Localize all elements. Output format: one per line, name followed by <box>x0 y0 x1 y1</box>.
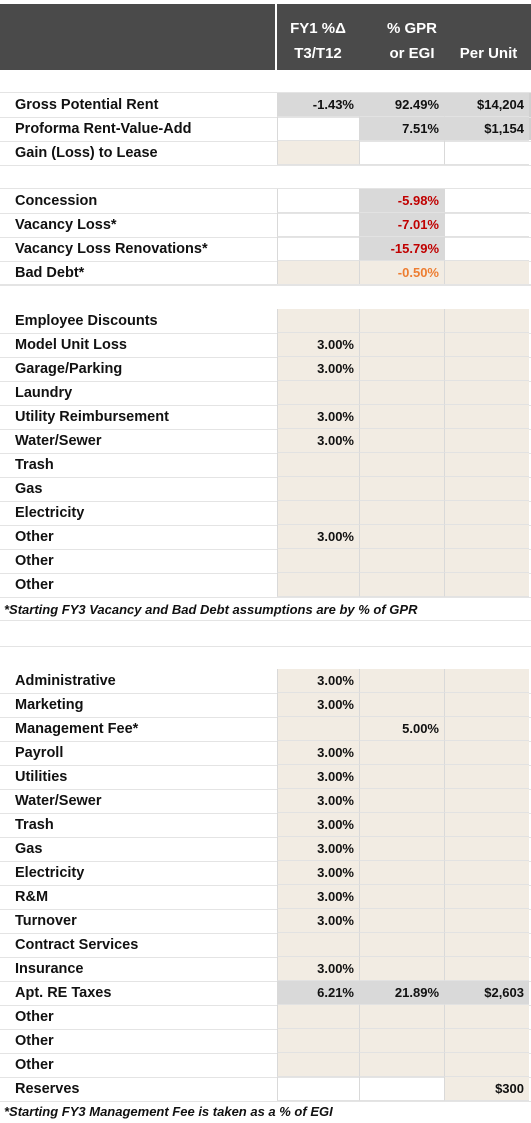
cell-c2[interactable]: 5.00% <box>359 717 444 741</box>
cell-c1[interactable] <box>277 1053 359 1077</box>
cell-c2[interactable] <box>359 669 444 693</box>
cell-c2: 7.51% <box>359 117 444 141</box>
cell-c2[interactable] <box>359 789 444 813</box>
header-fy1-line1: FY1 %Δ <box>290 20 346 37</box>
cell-c3[interactable] <box>444 1053 529 1077</box>
cell-c1[interactable] <box>277 933 359 957</box>
table-row-water-sewer <box>0 429 531 453</box>
cell-c3[interactable] <box>444 933 529 957</box>
cell-c1 <box>277 117 359 141</box>
row-divider <box>0 646 531 647</box>
table-row-other <box>0 573 531 597</box>
cell-c3[interactable] <box>444 957 529 981</box>
cell-c3[interactable] <box>444 693 529 717</box>
row-label: Proforma Rent-Value-Add <box>15 121 192 137</box>
cell-c3[interactable] <box>444 429 529 453</box>
cell-c1[interactable]: 3.00% <box>277 357 359 381</box>
row-label: Payroll <box>15 745 64 761</box>
cell-c1[interactable] <box>277 1005 359 1029</box>
row-label: Other <box>15 529 54 545</box>
table-row-laundry <box>0 381 531 405</box>
cell-c2: -15.79% <box>359 237 444 261</box>
cell-c1[interactable] <box>277 549 359 573</box>
row-label: Other <box>15 1009 54 1025</box>
cell-c2: -7.01% <box>359 213 444 237</box>
cell-c2[interactable] <box>359 1029 444 1053</box>
cell-c1[interactable] <box>277 477 359 501</box>
cell-c2[interactable] <box>359 861 444 885</box>
cell-c3[interactable] <box>444 573 529 597</box>
cell-c2[interactable] <box>359 405 444 429</box>
row-label: Other <box>15 1057 54 1073</box>
row-label: Gas <box>15 481 43 497</box>
cell-c3[interactable] <box>444 333 529 357</box>
cell-c2[interactable] <box>359 1005 444 1029</box>
cell-c3[interactable] <box>444 741 529 765</box>
cell-c3 <box>444 141 529 165</box>
row-label: R&M <box>15 889 49 905</box>
cell-c3: $14,204 <box>444 93 529 117</box>
table-row-gain-loss-to-lease <box>0 141 531 165</box>
cell-c2[interactable] <box>359 453 444 477</box>
row-divider <box>0 165 531 166</box>
cell-c3[interactable] <box>444 477 529 501</box>
cell-c3[interactable] <box>444 261 529 285</box>
cell-c2[interactable] <box>359 525 444 549</box>
table-row-turnover <box>0 909 531 933</box>
table-row-garage-parking <box>0 357 531 381</box>
table-row-insurance <box>0 957 531 981</box>
table-row-other <box>0 549 531 573</box>
cell-c1[interactable]: 3.00% <box>277 861 359 885</box>
footnote-management-fee: *Starting FY3 Management Fee is taken as a % of EGI <box>4 1104 333 1119</box>
cell-c1[interactable]: 3.00% <box>277 333 359 357</box>
table-row-other <box>0 1029 531 1053</box>
cell-c2[interactable] <box>359 957 444 981</box>
row-divider <box>0 285 531 286</box>
row-label: Reserves <box>15 1081 80 1097</box>
cell-c1[interactable] <box>277 573 359 597</box>
cell-c2 <box>359 141 444 165</box>
table-header <box>0 0 531 70</box>
cell-c3[interactable] <box>444 789 529 813</box>
row-label: Gain (Loss) to Lease <box>15 145 158 161</box>
row-label: Marketing <box>15 697 84 713</box>
table-row-marketing <box>0 693 531 717</box>
table-row-electricity <box>0 861 531 885</box>
cell-c2[interactable] <box>359 765 444 789</box>
cell-c2[interactable] <box>359 309 444 333</box>
row-label: Other <box>15 553 54 569</box>
cell-c3[interactable] <box>444 885 529 909</box>
row-label: Administrative <box>15 673 116 689</box>
cell-c2[interactable] <box>359 933 444 957</box>
cell-c1[interactable]: 3.00% <box>277 669 359 693</box>
row-label: Water/Sewer <box>15 793 102 809</box>
row-divider <box>0 597 531 598</box>
header-fy1-change <box>277 18 359 65</box>
table-row-reserves <box>0 1077 531 1101</box>
row-label: Turnover <box>15 913 77 929</box>
cell-c2[interactable] <box>359 741 444 765</box>
row-label: Vacancy Loss Renovations* <box>15 241 208 257</box>
cell-c1[interactable]: 3.00% <box>277 741 359 765</box>
cell-c1[interactable]: 3.00% <box>277 837 359 861</box>
row-divider <box>0 284 531 285</box>
table-row-apt-re-taxes <box>0 981 531 1005</box>
table-row-r-m <box>0 885 531 909</box>
row-label: Utility Reimbursement <box>15 409 169 425</box>
table-row-contract-services <box>0 933 531 957</box>
cell-c1[interactable] <box>277 1029 359 1053</box>
table-row-gas <box>0 837 531 861</box>
row-label: Trash <box>15 817 54 833</box>
table-row-other <box>0 1005 531 1029</box>
cell-c1 <box>277 1077 359 1101</box>
cell-c3 <box>444 237 529 261</box>
cell-c2: 92.49% <box>359 93 444 117</box>
table-row-bad-debt <box>0 261 531 285</box>
cell-c3[interactable] <box>444 549 529 573</box>
cell-c1[interactable] <box>277 261 359 285</box>
cell-c3[interactable] <box>444 1005 529 1029</box>
cell-c1 <box>277 189 359 213</box>
cell-c3[interactable] <box>444 669 529 693</box>
table-row-employee-discounts <box>0 309 531 333</box>
table-row-proforma-rent-value-add <box>0 117 531 141</box>
header-gpr-egi <box>380 18 444 65</box>
cell-c1[interactable]: 3.00% <box>277 525 359 549</box>
row-label: Other <box>15 1033 54 1049</box>
table-row-trash <box>0 813 531 837</box>
row-label: Model Unit Loss <box>15 337 127 353</box>
table-row-water-sewer <box>0 789 531 813</box>
cell-c3[interactable] <box>444 357 529 381</box>
cell-c3[interactable] <box>444 765 529 789</box>
table-row-electricity <box>0 501 531 525</box>
cell-c1[interactable]: 3.00% <box>277 885 359 909</box>
row-label: Gas <box>15 841 43 857</box>
table-row-gas <box>0 477 531 501</box>
header-top-strip <box>0 0 531 4</box>
header-gpr-line1: % GPR <box>386 20 437 37</box>
cell-c3: $1,154 <box>444 117 529 141</box>
cell-c1[interactable]: 3.00% <box>277 789 359 813</box>
cell-c2[interactable] <box>359 885 444 909</box>
row-label: Other <box>15 577 54 593</box>
cell-c2: -5.98% <box>359 189 444 213</box>
row-label: Management Fee* <box>15 721 139 737</box>
cell-c2[interactable] <box>359 357 444 381</box>
cell-c3[interactable] <box>444 309 529 333</box>
row-label: Trash <box>15 457 54 473</box>
row-label: Water/Sewer <box>15 433 102 449</box>
cell-c3[interactable] <box>444 381 529 405</box>
table-row-other <box>0 1053 531 1077</box>
cell-c2[interactable] <box>359 381 444 405</box>
cell-c2[interactable] <box>359 909 444 933</box>
cell-c2[interactable] <box>359 429 444 453</box>
header-fy1-line2: T3/T12 <box>294 45 342 62</box>
row-divider <box>0 620 531 621</box>
cell-c2: 21.89% <box>359 981 444 1005</box>
table-row-model-unit-loss <box>0 333 531 357</box>
cell-c1[interactable] <box>277 501 359 525</box>
row-label: Laundry <box>15 385 73 401</box>
cell-c2[interactable]: -0.50% <box>359 261 444 285</box>
cell-c3[interactable] <box>444 1029 529 1053</box>
cell-c2[interactable] <box>359 693 444 717</box>
cell-c1[interactable] <box>277 453 359 477</box>
cell-c2[interactable] <box>359 573 444 597</box>
row-label: Contract Services <box>15 937 139 953</box>
table-row-vacancy-loss-renovations <box>0 237 531 261</box>
table-row-other <box>0 525 531 549</box>
cell-c1[interactable]: 3.00% <box>277 909 359 933</box>
table-row-trash <box>0 453 531 477</box>
header-per-unit: Per Unit <box>459 45 518 62</box>
cell-c3[interactable]: $300 <box>444 1077 529 1101</box>
header-gpr-line2: or EGI <box>389 45 435 62</box>
cell-c2[interactable] <box>359 837 444 861</box>
cell-c3[interactable] <box>444 909 529 933</box>
row-label: Electricity <box>15 505 85 521</box>
cell-c3: $2,603 <box>444 981 529 1005</box>
cell-c1[interactable]: 3.00% <box>277 957 359 981</box>
row-label: Vacancy Loss* <box>15 217 117 233</box>
row-label: Utilities <box>15 769 68 785</box>
cell-c1 <box>277 213 359 237</box>
table-row-utilities <box>0 765 531 789</box>
row-label: Gross Potential Rent <box>15 97 159 113</box>
cell-c1[interactable] <box>277 717 359 741</box>
footnote-vacancy: *Starting FY3 Vacancy and Bad Debt assumptions are by % of GPR <box>4 602 418 617</box>
table-row-gross-potential-rent <box>0 93 531 117</box>
cell-c3[interactable] <box>444 501 529 525</box>
cell-c1: -1.43% <box>277 93 359 117</box>
table-row-administrative <box>0 669 531 693</box>
cell-c3[interactable] <box>444 405 529 429</box>
cell-c1[interactable]: 3.00% <box>277 405 359 429</box>
cell-c2[interactable] <box>359 477 444 501</box>
cell-c2 <box>359 1077 444 1101</box>
table-row-utility-reimbursement <box>0 405 531 429</box>
cell-c2[interactable] <box>359 333 444 357</box>
table-row-payroll <box>0 741 531 765</box>
cell-c2[interactable] <box>359 501 444 525</box>
table-row-vacancy-loss <box>0 213 531 237</box>
cell-c1[interactable] <box>277 141 359 165</box>
row-label: Apt. RE Taxes <box>15 985 112 1001</box>
cell-c2[interactable] <box>359 813 444 837</box>
cell-c1[interactable] <box>277 381 359 405</box>
row-label: Insurance <box>15 961 84 977</box>
cell-c3[interactable] <box>444 717 529 741</box>
table-row-management-fee <box>0 717 531 741</box>
table-row-concession <box>0 189 531 213</box>
cell-c1[interactable]: 3.00% <box>277 813 359 837</box>
cell-c3[interactable] <box>444 525 529 549</box>
cell-c3 <box>444 189 529 213</box>
row-label: Bad Debt* <box>15 265 85 281</box>
cell-c2[interactable] <box>359 549 444 573</box>
cell-c1[interactable] <box>277 309 359 333</box>
cell-c1[interactable]: 3.00% <box>277 693 359 717</box>
row-label: Employee Discounts <box>15 313 158 329</box>
row-label: Concession <box>15 193 98 209</box>
cell-c3[interactable] <box>444 861 529 885</box>
row-label: Electricity <box>15 865 85 881</box>
cell-c1: 6.21% <box>277 981 359 1005</box>
cell-c3[interactable] <box>444 813 529 837</box>
cell-c2[interactable] <box>359 1053 444 1077</box>
cell-c3[interactable] <box>444 453 529 477</box>
cell-c3[interactable] <box>444 837 529 861</box>
cell-c1[interactable]: 3.00% <box>277 765 359 789</box>
cell-c1 <box>277 237 359 261</box>
cell-c3 <box>444 213 529 237</box>
row-label: Garage/Parking <box>15 361 123 377</box>
cell-c1[interactable]: 3.00% <box>277 429 359 453</box>
